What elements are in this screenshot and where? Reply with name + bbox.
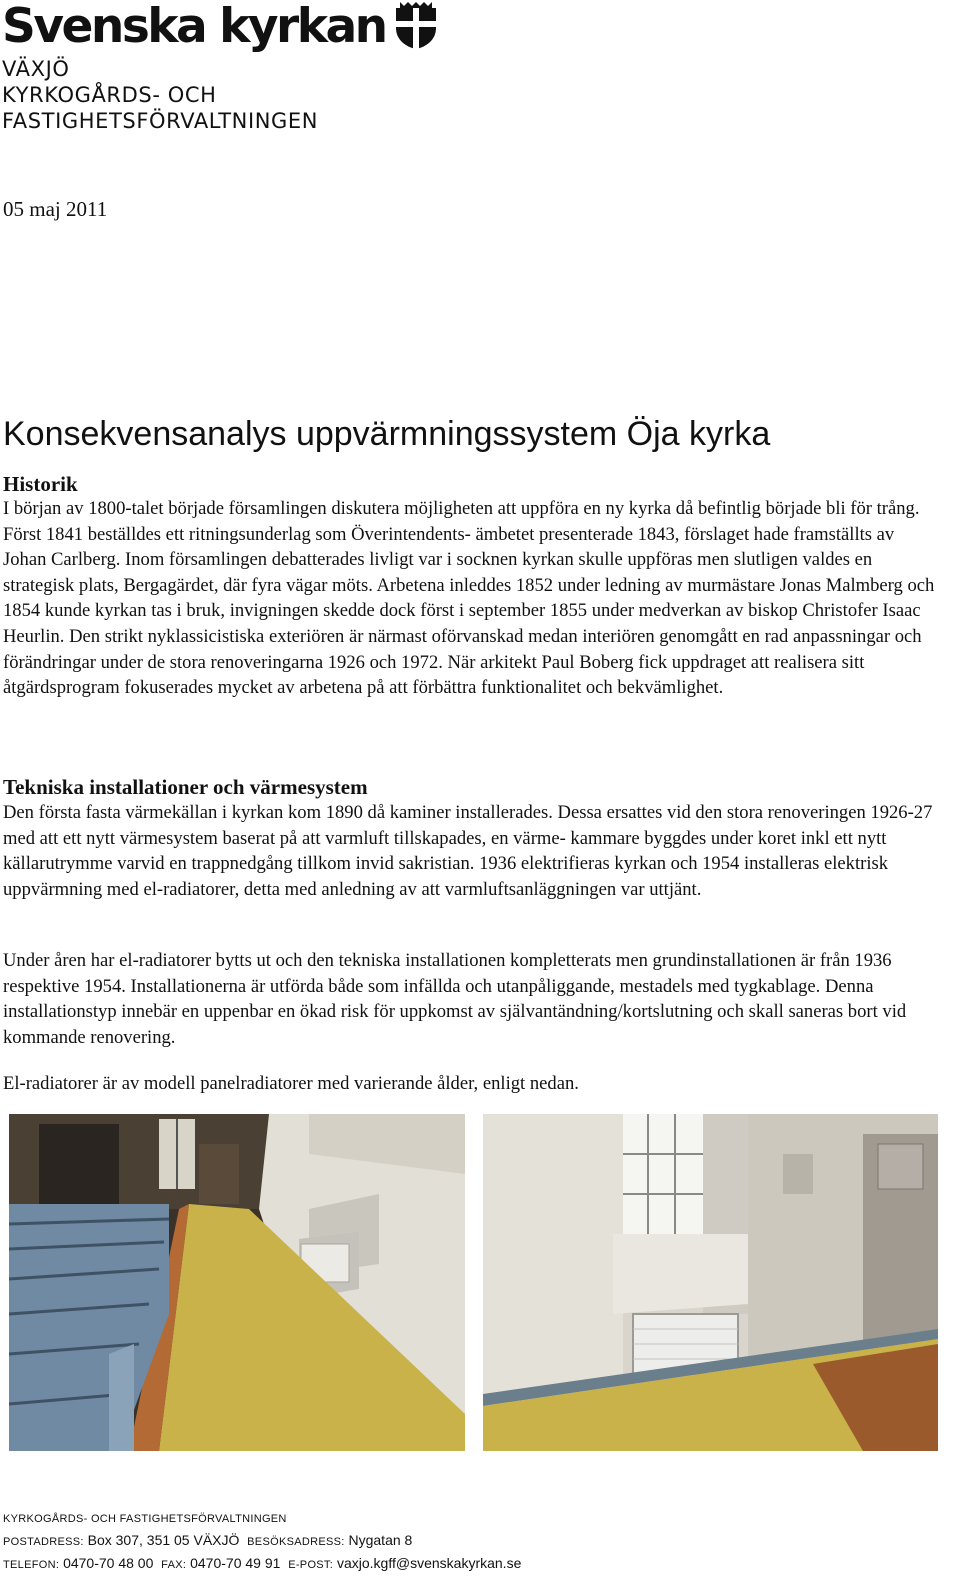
- footer-fax-value: 0470-70 49 91: [190, 1555, 281, 1571]
- letterhead: [2, 0, 438, 134]
- footer-phone-value: 0470-70 48 00: [63, 1555, 154, 1571]
- footer-email-label: E-POST:: [288, 1559, 334, 1571]
- brand-name: Svenska kyrkan: [2, 0, 386, 54]
- church-interior-photo-right: [483, 1114, 938, 1451]
- footer-phone-label: TELEFON:: [3, 1559, 60, 1571]
- document-date: 05 maj 2011: [3, 197, 108, 221]
- org-line-administration: FASTIGHETSFÖRVALTNINGEN: [2, 109, 319, 133]
- section-heading-historik: Historik: [3, 472, 78, 496]
- footer-org: [3, 1507, 521, 1530]
- footer-visit-label: BESÖKSADRESS:: [247, 1536, 345, 1548]
- org-line-city: VÄXJÖ: [2, 57, 70, 81]
- brand-row: [2, 0, 438, 54]
- paragraph-tekniska-3: El-radiatorer är av modell panelradiatorer med varierande ålder, enligt nedan.: [3, 1073, 579, 1094]
- cross-shield-logo-icon: [394, 2, 438, 50]
- footer-postal-label: POSTADRESS:: [3, 1536, 84, 1548]
- org-name: [2, 56, 438, 134]
- footer-email-link[interactable]: vaxjo.kgff@svenskakyrkan.se: [336, 1555, 522, 1571]
- document-title: Konsekvensanalys uppvärmningssystem Öja kyrka: [3, 415, 771, 453]
- section-heading-tekniska: Tekniska installationer och värmesystem: [3, 775, 368, 799]
- footer-contact-row: [3, 1553, 521, 1576]
- church-interior-photo-left: [9, 1114, 465, 1451]
- footer-org-name: KYRKOGÅRDS- OCH FASTIGHETSFÖRVALTNINGEN: [3, 1513, 287, 1525]
- org-line-department: KYRKOGÅRDS- OCH: [2, 83, 217, 107]
- page-footer: [3, 1507, 521, 1576]
- footer-visit-value: Nygatan 8: [348, 1532, 413, 1548]
- footer-fax-label: FAX:: [161, 1559, 187, 1571]
- paragraph-tekniska-1: Den första fasta värmekällan i kyrkan kom 1890 då kaminer installerades. Dessa ersattes vid den stora renoveringen 1926-27 med att ett nytt värmesystem baserat på att varmluft tillskapades, en värme- kammare byggdes under koret inkl ett nytt källarutrymme varvid en trappnedgång tillkom invid sakristian. 1936 elektrifieras kyrkan och 1954 installeras elektrisk uppvärmning med el-radiatorer, detta med anledning av att varmluftsanläggningen var uttjänt.: [3, 802, 933, 900]
- footer-address-row: [3, 1530, 521, 1553]
- paragraph-tekniska-2: Under åren har el-radiatorer bytts ut och den tekniska installationen kompletterats men grundinstallationen är från 1936 respektive 1954. Installationerna är utförda både som infällda och utanpåliggande, mestadels med tygkablage. Denna installationstyp innebär en uppenbar en ökad risk för uppkomst av självantändning/kortslutning och skall saneras bort vid kommande renovering.: [3, 950, 907, 1048]
- footer-postal-value: Box 307, 351 05 VÄXJÖ: [87, 1532, 240, 1548]
- paragraph-historik: I början av 1800-talet började församlingen diskutera möjligheten att uppföra en ny kyrka då befintlig började bli för trång. Först 1841 beställdes ett ritningsunderlag som Överintendents- ämbetet presenterade 1843, förslaget hade framställts av Johan Carlberg. Inom församlingen debatterades livligt var i socknen kyrkan skulle uppföras men slutligen valdes en strategisk plats, Bergagärdet, där fyra vägar möts. Arbetena inleddes 1852 under ledning av murmästare Jonas Malmberg och 1854 kunde kyrkan tas i bruk, invigningen skedde dock först i september 1855 under medverkan av biskop Christofer Isaac Heurlin. Den strikt nyklassicistiska exteriören är närmast oförvanskad medan interiören genomgått en rad anpassningar och förändringar under de stora renoveringarna 1926 och 1972. När arkitekt Paul Boberg fick uppdraget att realisera sitt åtgärdsprogram fokuserades mycket av arbetena på att förbättra funktionalitet och bekvämlighet.: [3, 498, 935, 699]
